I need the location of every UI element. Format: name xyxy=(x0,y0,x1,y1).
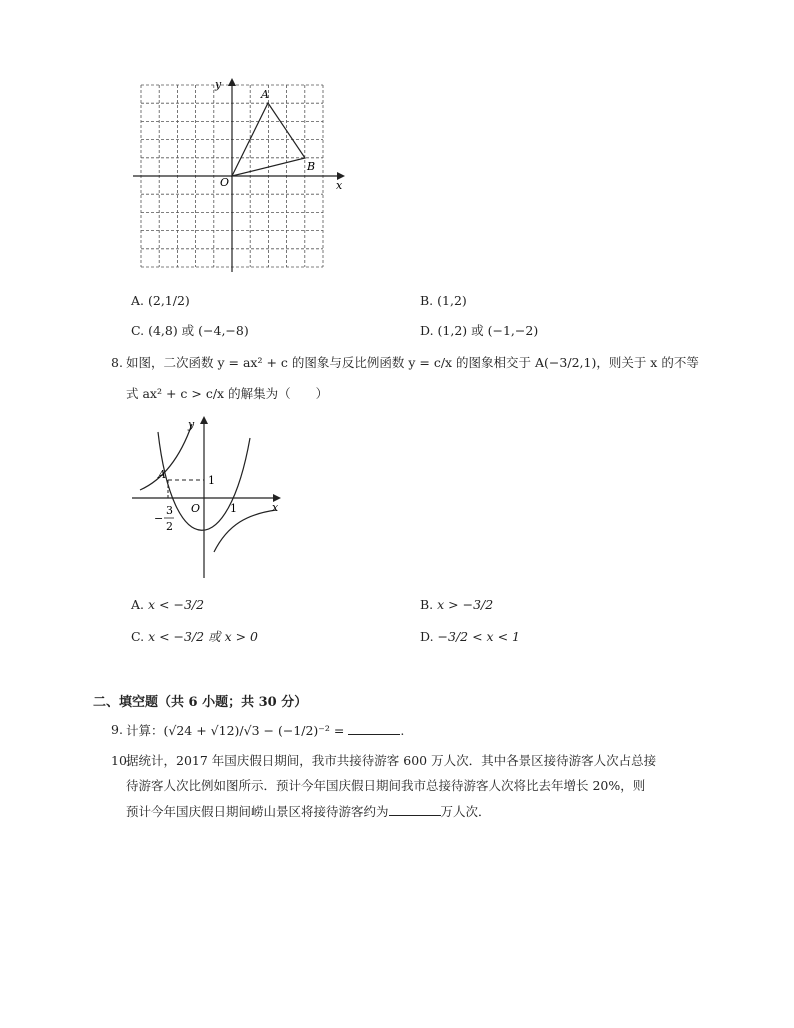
q8-option-b-text: x > −3/2 xyxy=(437,597,494,612)
y-tick-one: 1 xyxy=(208,474,215,487)
q8-option-a-text: x < −3/2 xyxy=(148,597,205,612)
q8-option-a-label: A. xyxy=(131,597,145,612)
q9-answer-blank[interactable] xyxy=(348,722,400,735)
y-axis-arrow xyxy=(228,78,236,86)
q7-option-c[interactable] xyxy=(131,323,249,339)
q7-option-c-text: (4,8) 或 (−4,−8) xyxy=(148,323,249,338)
q8-option-b[interactable] xyxy=(420,597,493,613)
point-b-label: B xyxy=(307,160,316,173)
origin-label: O xyxy=(191,502,201,515)
q7-option-a[interactable] xyxy=(131,293,190,309)
q7-option-d-label: D. xyxy=(420,323,434,338)
neg-three-halves-denominator: 2 xyxy=(166,520,173,533)
point-a-label: A xyxy=(261,88,269,101)
q9-number: 9. xyxy=(111,722,123,737)
q7-option-d-text: (1,2) 或 (−1,−2) xyxy=(437,323,539,338)
q8-option-a[interactable] xyxy=(131,597,204,613)
q8-option-c-label: C. xyxy=(131,629,145,644)
q10-number: 10. xyxy=(111,753,131,768)
neg-three-halves-sign: − xyxy=(154,512,164,525)
q8-line2: 式 ax² + c > c/x 的解集为（ ） xyxy=(126,386,329,401)
q9-text: 计算：(√24 + √12)/√3 − (−1/2)⁻² = xyxy=(126,723,345,738)
q7-option-b-label: B. xyxy=(420,293,434,308)
point-a-label: A xyxy=(158,468,166,481)
q8-number: 8. xyxy=(111,355,123,370)
q9-line xyxy=(126,722,404,739)
section-2-title: 二、填空题（共 6 小题；共 30 分） xyxy=(93,695,308,710)
q7-option-c-label: C. xyxy=(131,323,145,338)
q10-line3-post: 万人次． xyxy=(440,804,491,819)
q8-option-d[interactable] xyxy=(420,629,520,645)
neg-three-halves-numerator: 3 xyxy=(166,504,173,517)
q8-option-c[interactable] xyxy=(131,629,258,645)
figure-parabola-hyperbola xyxy=(128,412,288,582)
q9-end: . xyxy=(400,723,405,738)
x-axis-label: x xyxy=(336,179,343,192)
q10-line3-pre: 预计今年国庆假日期间崂山景区将接待游客约为 xyxy=(126,804,389,819)
q7-option-d[interactable] xyxy=(420,323,538,339)
q7-option-b[interactable] xyxy=(420,293,467,309)
q7-option-a-label: A. xyxy=(131,293,145,308)
x-tick-one: 1 xyxy=(230,502,237,515)
q7-option-a-text: (2,1/2) xyxy=(148,293,190,308)
origin-label: O xyxy=(220,176,230,189)
q8-line1: 如图，二次函数 y = ax² + c 的图象与反比例函数 y = c/x 的图象相交于 A(−3/2,1)，则关于 x 的不等 xyxy=(126,355,699,370)
q8-option-d-text: −3/2 < x < 1 xyxy=(437,629,520,644)
q10-line2: 待游客人次比例如图所示．预计今年国庆假日期间我市总接待游客人次将比去年增长 20%，则 xyxy=(126,778,646,793)
q8-option-b-label: B. xyxy=(420,597,434,612)
y-axis-arrow xyxy=(200,416,208,424)
q10-line1: 据统计，2017 年国庆假日期间，我市共接待游客 600 万人次．其中各景区接待游客人次占总接 xyxy=(126,753,657,768)
q10-answer-blank[interactable] xyxy=(389,803,441,816)
figure-grid-triangle xyxy=(125,72,355,282)
q7-option-b-text: (1,2) xyxy=(437,293,467,308)
q8-option-d-label: D. xyxy=(420,629,434,644)
q10-line3 xyxy=(126,803,491,820)
y-axis-label: y xyxy=(188,418,195,431)
q8-option-c-text: x < −3/2 或 x > 0 xyxy=(148,629,259,644)
x-axis-label: x xyxy=(272,501,279,514)
y-axis-label: y xyxy=(215,78,222,91)
